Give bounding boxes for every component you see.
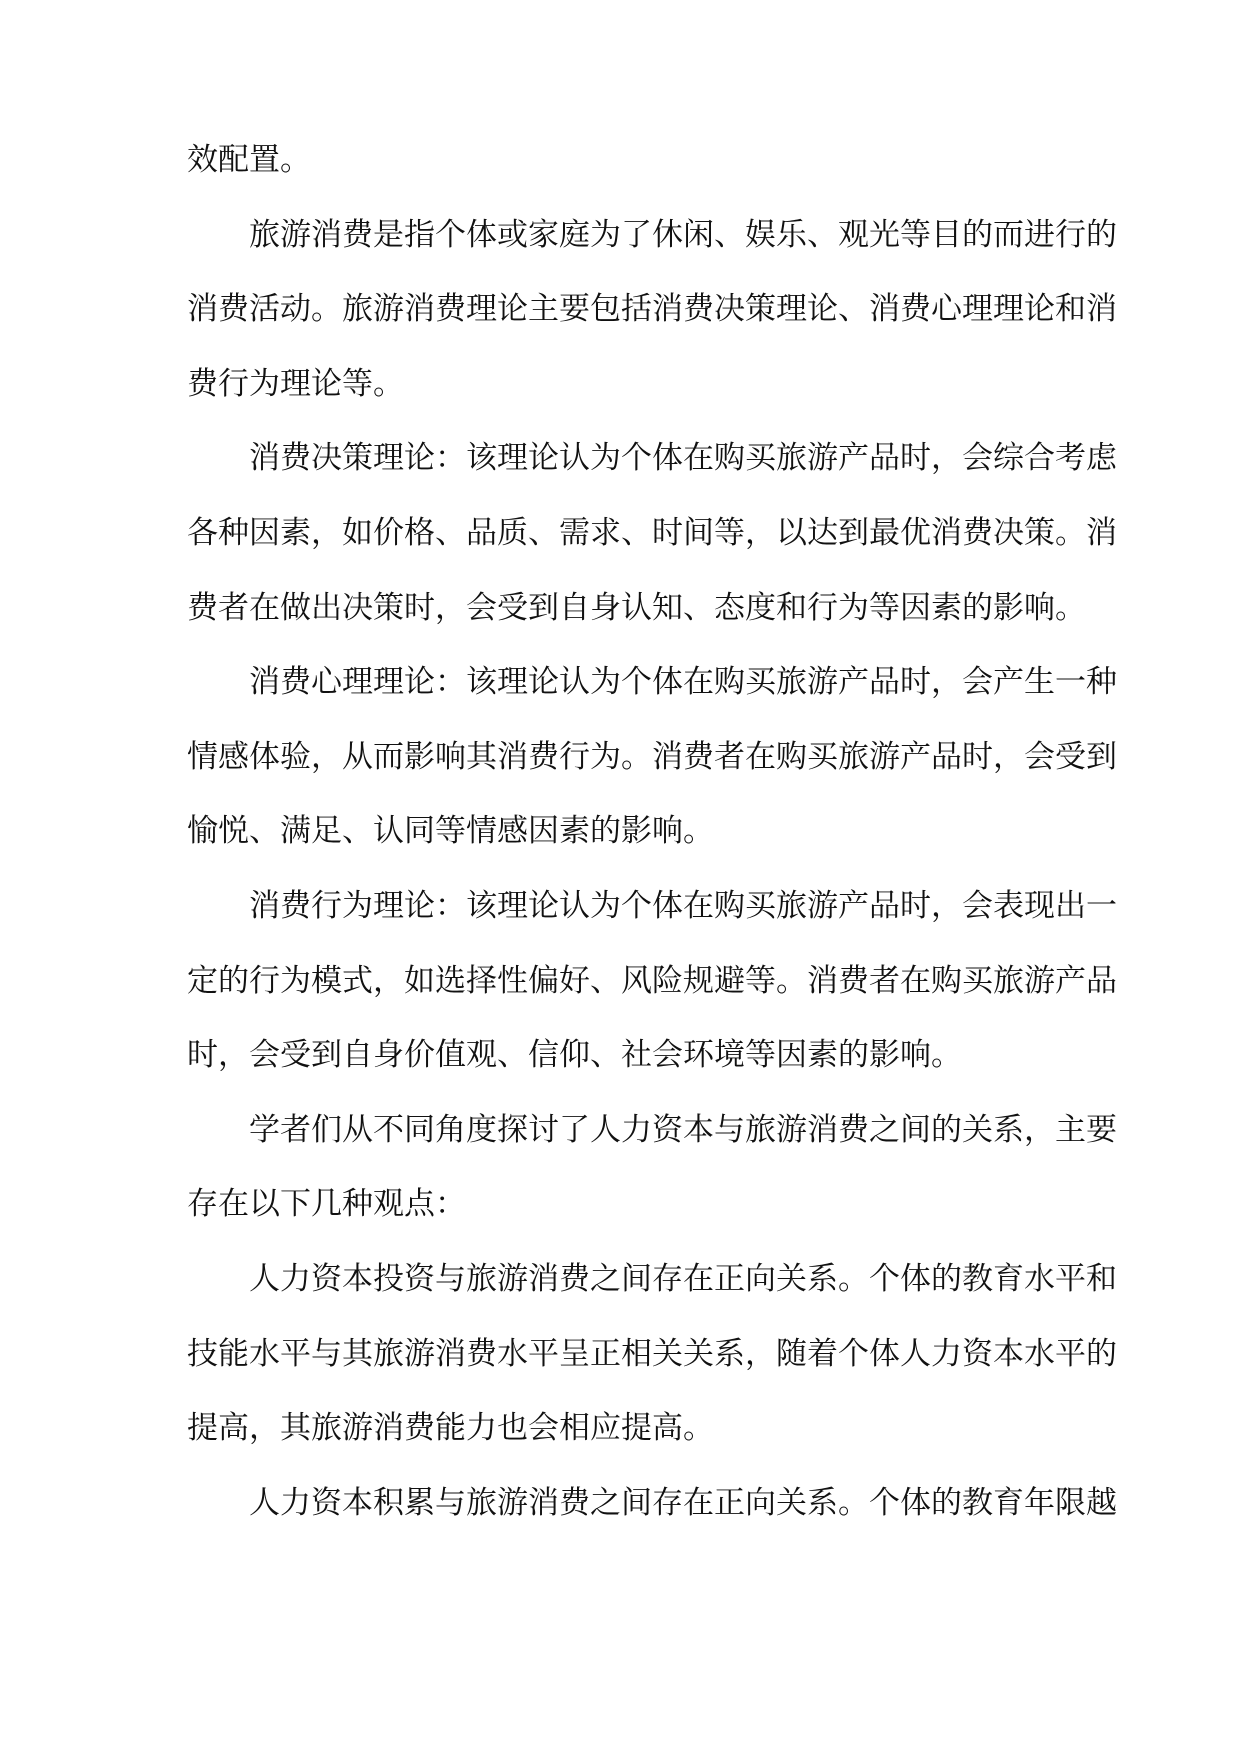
text-line-content: 时，会受到自身价值观、信仰、社会环境等因素的影响。: [187, 1037, 962, 1074]
text-line-content: 人力资本积累与旅游消费之间存在正向关系。个体的教育年限越: [249, 1484, 1117, 1521]
text-line: [187, 1184, 1057, 1259]
text-line-content: 消费活动。旅游消费理论主要包括消费决策理论、消费心理理论和消: [187, 291, 1117, 328]
text-line-content: 效配置。: [187, 142, 311, 178]
text-line-content: 消费心理理论：该理论认为个体在购买旅游产品时，会产生一种: [249, 664, 1117, 701]
paragraph-first-line: [187, 438, 1117, 513]
paragraph-first-line: [187, 886, 1117, 961]
text-line-content: 人力资本投资与旅游消费之间存在正向关系。个体的教育水平和: [249, 1260, 1117, 1297]
paragraph-first-line: [187, 1110, 1117, 1185]
text-line: [187, 1334, 1117, 1409]
text-line-content: 定的行为模式，如选择性偏好、风险规避等。消费者在购买旅游产品: [187, 962, 1117, 999]
text-line: [187, 811, 1057, 886]
text-line-content: 旅游消费是指个体或家庭为了休闲、娱乐、观光等目的而进行的: [249, 216, 1117, 253]
text-line: [187, 513, 1117, 588]
text-line-content: 提高，其旅游消费能力也会相应提高。: [187, 1410, 714, 1447]
text-line-content: 愉悦、满足、认同等情感因素的影响。: [187, 813, 714, 850]
text-line: [187, 737, 1117, 812]
text-line-content: 费者在做出决策时，会受到自身认知、态度和行为等因素的影响。: [187, 589, 1086, 626]
paragraph-first-line: [187, 662, 1117, 737]
paragraph-first-line: [187, 215, 1117, 290]
text-line-content: 消费行为理论：该理论认为个体在购买旅游产品时，会表现出一: [249, 887, 1117, 924]
text-line: [187, 1035, 1057, 1110]
text-line: [187, 588, 1086, 663]
text-line-content: 各种因素，如价格、品质、需求、时间等，以达到最优消费决策。消: [187, 514, 1117, 551]
text-line: [187, 140, 1057, 215]
text-line: [187, 961, 1117, 1036]
text-line-content: 费行为理论等。: [187, 365, 404, 402]
paragraph-first-line: [187, 1259, 1117, 1334]
text-line-content: 情感体验，从而影响其消费行为。消费者在购买旅游产品时，会受到: [187, 738, 1117, 775]
text-line: [187, 364, 1057, 439]
text-line-content: 消费决策理论：该理论认为个体在购买旅游产品时，会综合考虑: [249, 440, 1117, 477]
text-line: [187, 1408, 1057, 1483]
text-line-content: 存在以下几种观点：: [187, 1186, 466, 1223]
document-body: [187, 140, 1117, 1557]
text-line-content: 技能水平与其旅游消费水平呈正相关关系，随着个体人力资本水平的: [187, 1335, 1117, 1372]
text-line: [187, 289, 1117, 364]
text-line-content: 学者们从不同角度探讨了人力资本与旅游消费之间的关系，主要: [249, 1111, 1117, 1148]
paragraph-first-line: [187, 1483, 1117, 1558]
